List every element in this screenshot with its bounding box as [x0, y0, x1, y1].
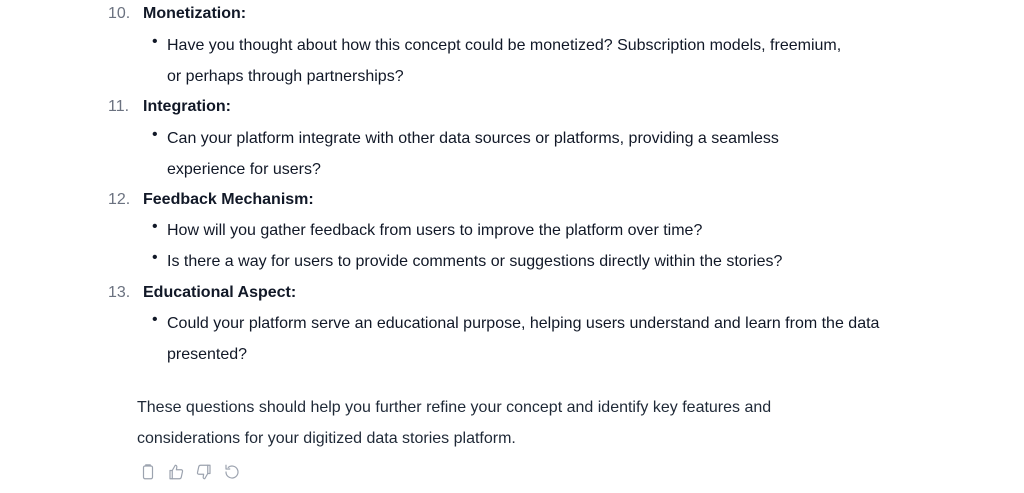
bullet-text: Can your platform integrate with other data sources or platforms, providing a seamless experience for users?: [167, 130, 779, 178]
thumbs-down-button[interactable]: [193, 461, 215, 483]
regenerate-button[interactable]: [221, 461, 243, 483]
list-item-title: Monetization:: [143, 5, 247, 22]
closing-paragraph: These questions should help you further refine your concept and identify key features and considerations for your digitized data stories platform.: [137, 399, 772, 447]
list-item-title: Educational Aspect:: [143, 284, 297, 301]
bullet-dot: •: [152, 33, 158, 50]
bullet-text: Could your platform serve an educational purpose, helping users understand and learn from the data presented?: [167, 315, 880, 363]
thumbs-up-icon: [167, 463, 185, 481]
copy-icon: [139, 463, 157, 481]
list-item-integration: [108, 97, 231, 117]
list-item-monetization: [108, 4, 246, 24]
bullet-text: Is there a way for users to provide comments or suggestions directly within the stories?: [167, 253, 783, 270]
list-item-feedback-mechanism: [108, 190, 314, 210]
thumbs-down-icon: [195, 463, 213, 481]
message-actions: [137, 461, 243, 483]
list-item-title: Integration:: [143, 98, 231, 115]
bullet-dot: •: [152, 218, 158, 235]
bullet-text: How will you gather feedback from users to improve the platform over time?: [167, 222, 703, 239]
thumbs-up-button[interactable]: [165, 461, 187, 483]
regenerate-icon: [223, 463, 241, 481]
bullet-dot: •: [152, 126, 158, 143]
copy-button[interactable]: [137, 461, 159, 483]
bullet-text: Have you thought about how this concept could be monetized? Subscription models, freemium, or perhaps through partnerships?: [167, 37, 842, 85]
list-item-educational-aspect: [108, 283, 296, 303]
list-number: 13.: [108, 284, 131, 301]
bullet-dot: •: [152, 311, 158, 328]
list-number: 11.: [108, 98, 130, 115]
list-number: 10.: [108, 5, 131, 22]
list-item-title: Feedback Mechanism:: [143, 191, 314, 208]
list-number: 12.: [108, 191, 131, 208]
bullet-dot: •: [152, 249, 158, 266]
